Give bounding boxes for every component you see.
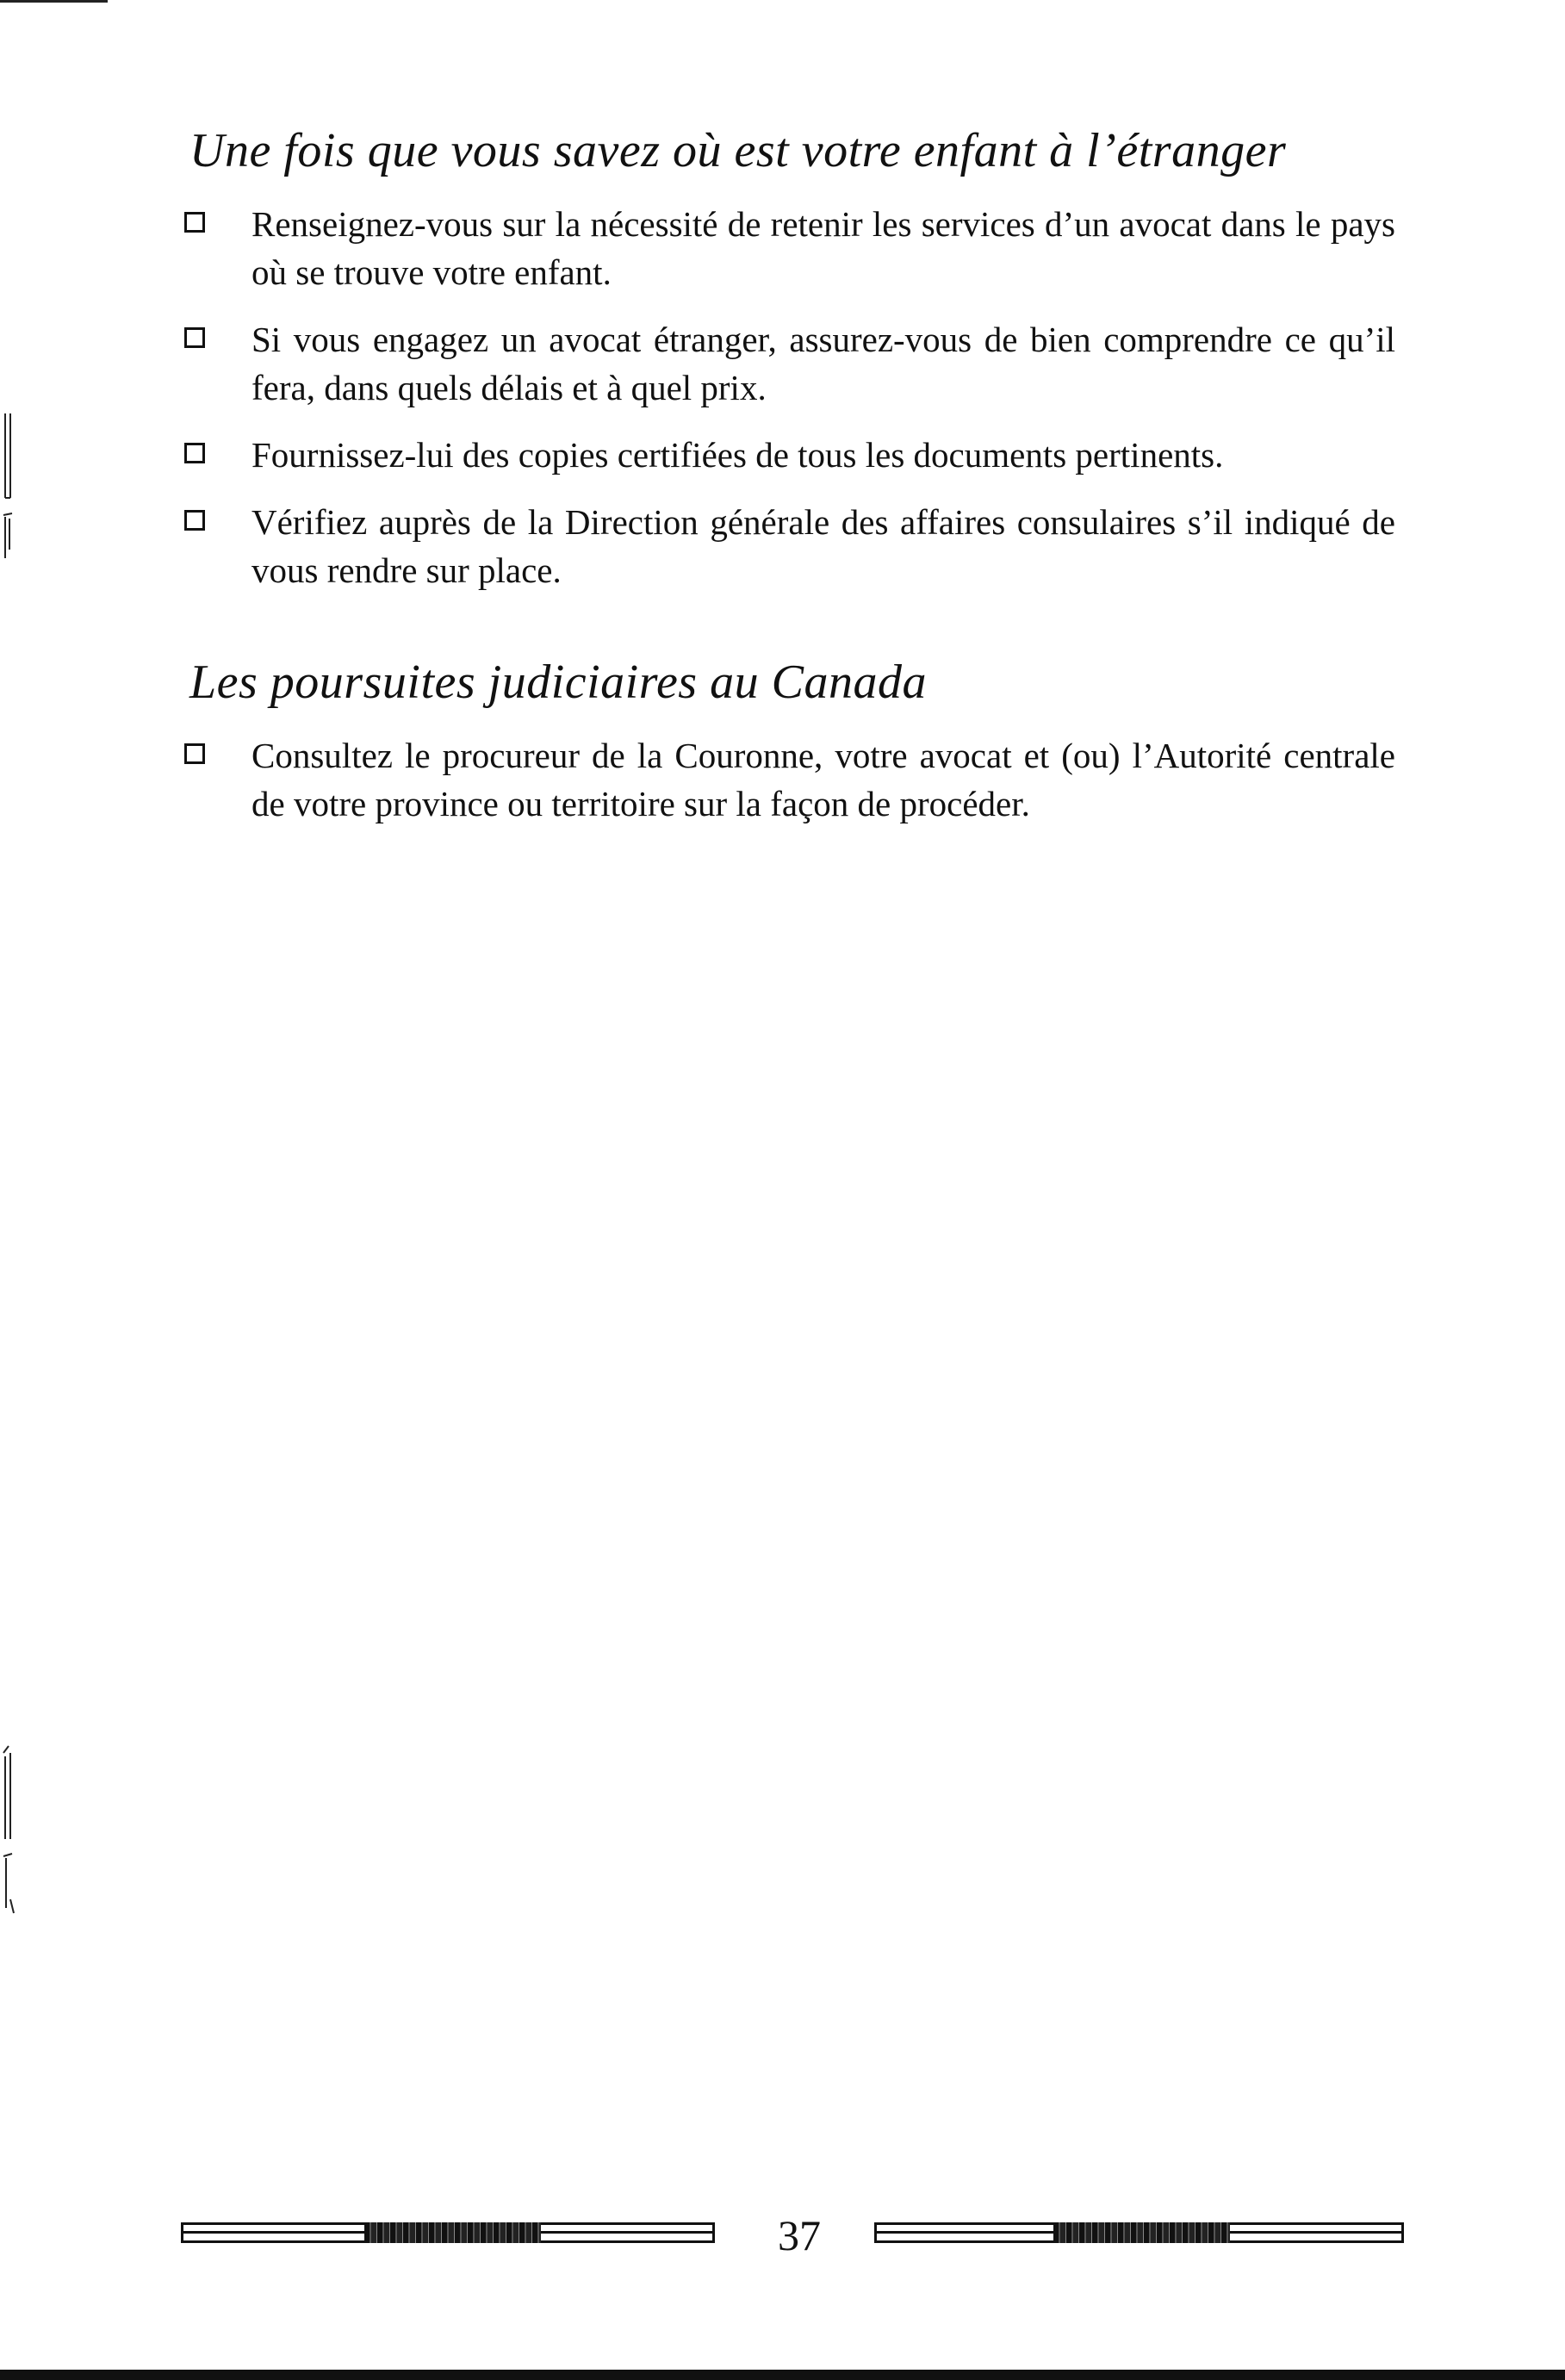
ornament-fill bbox=[1053, 2222, 1230, 2243]
checklist-item-text: Renseignez-vous sur la nécessité de retenir les services d’un avocat dans le pays où se trouve votre enfant. bbox=[252, 204, 1395, 292]
page-footer bbox=[181, 2205, 1404, 2265]
checkbox bbox=[184, 327, 205, 348]
checkbox bbox=[184, 510, 205, 531]
binding-mark bbox=[0, 1744, 17, 1917]
footer-ornament-right bbox=[874, 2222, 1404, 2243]
top-edge-rule bbox=[0, 0, 108, 3]
section-heading: Les poursuites judiciaires au Canada bbox=[189, 656, 927, 709]
page-number: 37 bbox=[778, 2211, 821, 2259]
checkbox bbox=[184, 212, 205, 233]
footer-ornament-left bbox=[181, 2222, 715, 2243]
checklist-item bbox=[181, 498, 1395, 594]
checkbox bbox=[184, 743, 205, 764]
checklist-item bbox=[181, 200, 1395, 296]
bottom-edge-rule bbox=[0, 2370, 1565, 2380]
section-abroad bbox=[181, 121, 1395, 613]
section-canada bbox=[181, 652, 1395, 847]
checklist-item-text: Consultez le procureur de la Couronne, votre avocat et (ou) l’Autorité centrale de votre province ou territoire sur la façon de procéder. bbox=[252, 736, 1395, 823]
checklist-item-text: Si vous engagez un avocat étranger, assurez-vous de bien comprendre ce qu’il fera, dans quels délais et à quel prix. bbox=[252, 320, 1395, 407]
checklist-item bbox=[181, 315, 1395, 412]
checklist-item bbox=[181, 731, 1395, 828]
binding-mark bbox=[0, 412, 17, 562]
checklist-item-text: Vérifiez auprès de la Direction générale des affaires consulaires s’il indiqué de vous rendre sur place. bbox=[252, 502, 1395, 590]
checkbox bbox=[184, 443, 205, 463]
checklist-item bbox=[181, 431, 1395, 479]
checklist-item-text: Fournissez-lui des copies certifiées de tous les documents pertinents. bbox=[252, 435, 1224, 475]
ornament-fill bbox=[364, 2222, 541, 2243]
section-heading: Une fois que vous savez où est votre enfant à l’étranger bbox=[189, 124, 1287, 177]
